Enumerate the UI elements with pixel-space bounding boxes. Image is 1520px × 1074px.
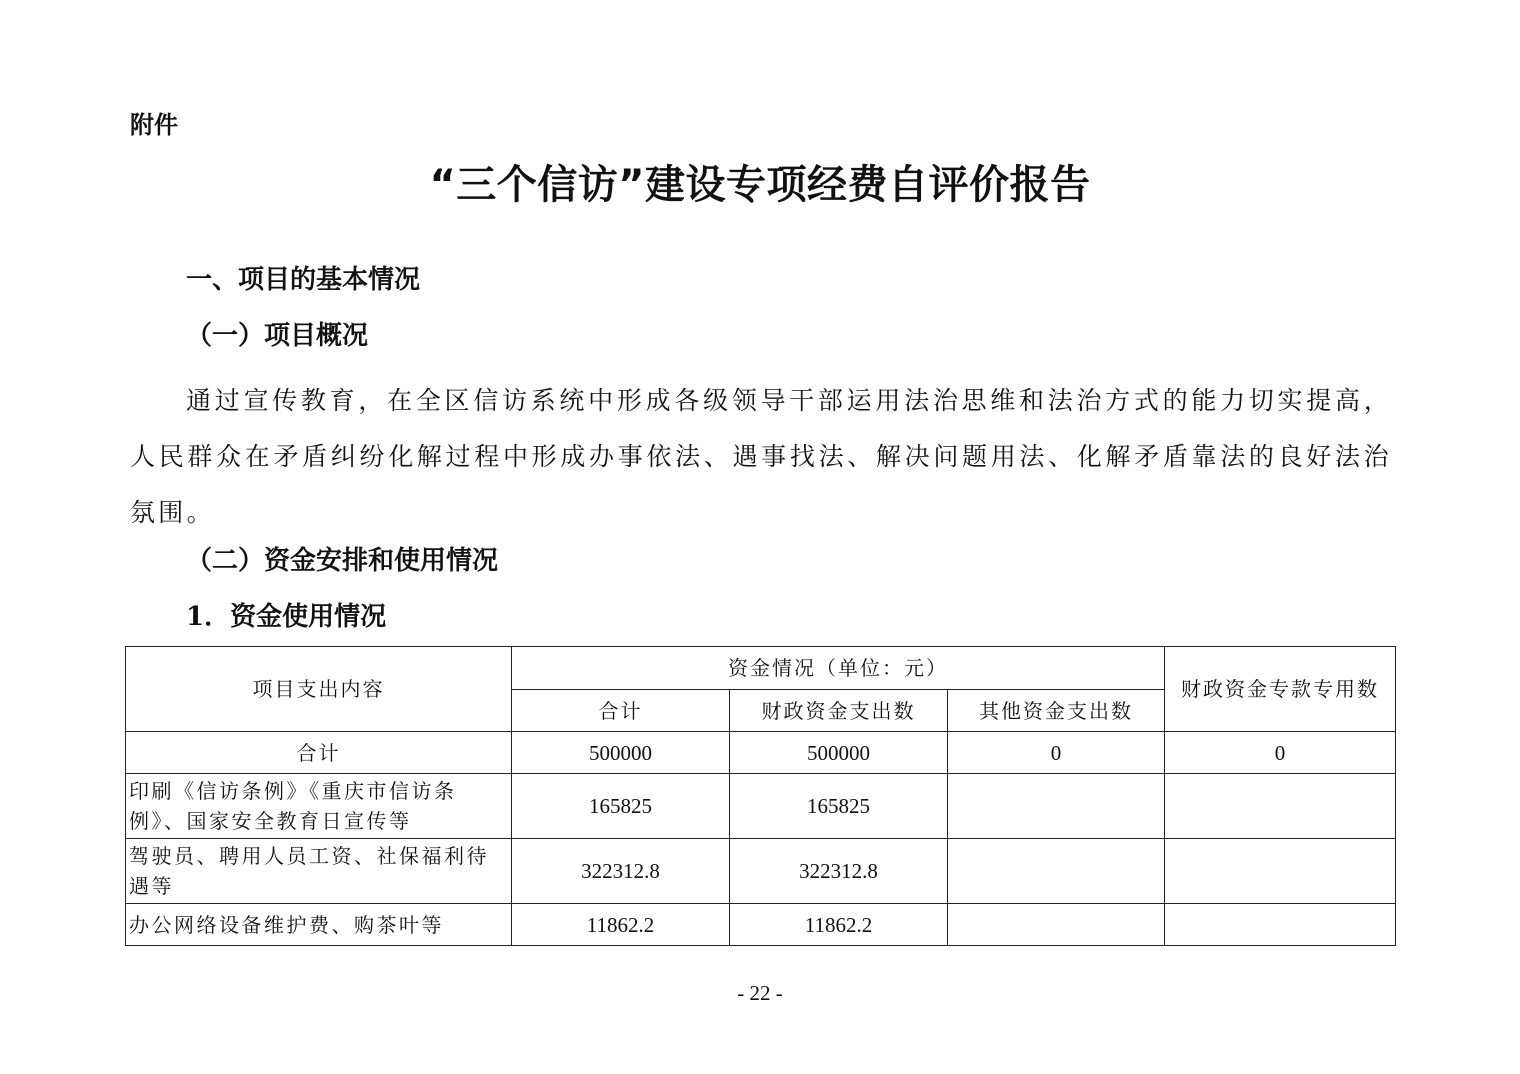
attachment-label: 附件 (130, 111, 178, 139)
row-total-cell: 11862.2 (512, 904, 730, 946)
table-row (126, 904, 1396, 946)
section-heading: 一、项目的基本情况 (186, 265, 421, 295)
row-special-cell (1165, 774, 1396, 839)
header-special-cell: 财政资金专款专用数 (1165, 647, 1396, 732)
header-other-cell: 其他资金支出数 (948, 690, 1165, 732)
subsection-heading-overview: （一）项目概况 (186, 321, 369, 351)
row-special-cell: 0 (1165, 732, 1396, 774)
row-other-cell (948, 904, 1165, 946)
header-fund-group-cell: 资金情况（单位：元） (512, 647, 1165, 690)
header-fiscal-cell: 财政资金支出数 (730, 690, 948, 732)
table-row (126, 839, 1396, 904)
page-number: - 22 - (737, 981, 783, 1005)
row-fiscal-cell: 322312.8 (730, 839, 948, 904)
row-fiscal-cell: 11862.2 (730, 904, 948, 946)
row-fiscal-cell: 165825 (730, 774, 948, 839)
page-title: “三个信访”建设专项经费自评价报告 (429, 162, 1091, 208)
header-item-cell: 项目支出内容 (126, 647, 512, 732)
row-total-cell: 500000 (512, 732, 730, 774)
row-item-cell: 办公网络设备维护费、购茶叶等 (126, 904, 512, 946)
row-item-cell: 印刷《信访条例》《重庆市信访条例》、国家安全教育日宣传等 (126, 774, 512, 839)
item-heading-fund-usage: 1．资金使用情况 (186, 602, 387, 632)
row-total-cell: 165825 (512, 774, 730, 839)
row-other-cell (948, 774, 1165, 839)
overview-paragraph: 通过宣传教育，在全区信访系统中形成各级领导干部运用法治思维和法治方式的能力切实提高，人民群众在矛盾纠纷化解过程中形成办事依法、遇事找法、解决问题用法、化解矛盾靠法的良好法治氛围。 (130, 386, 1392, 527)
table-row (126, 774, 1396, 839)
table-row (126, 732, 1396, 774)
subsection-heading-funding: （二）资金安排和使用情况 (186, 546, 499, 576)
row-special-cell (1165, 839, 1396, 904)
fund-usage-table (125, 646, 1396, 946)
row-total-cell: 322312.8 (512, 839, 730, 904)
row-item-cell: 驾驶员、聘用人员工资、社保福利待遇等 (126, 839, 512, 904)
row-other-cell (948, 839, 1165, 904)
table-header-row (126, 647, 1396, 690)
row-item-cell: 合计 (126, 732, 512, 774)
row-fiscal-cell: 500000 (730, 732, 948, 774)
row-special-cell (1165, 904, 1396, 946)
row-other-cell: 0 (948, 732, 1165, 774)
header-total-cell: 合计 (512, 690, 730, 732)
